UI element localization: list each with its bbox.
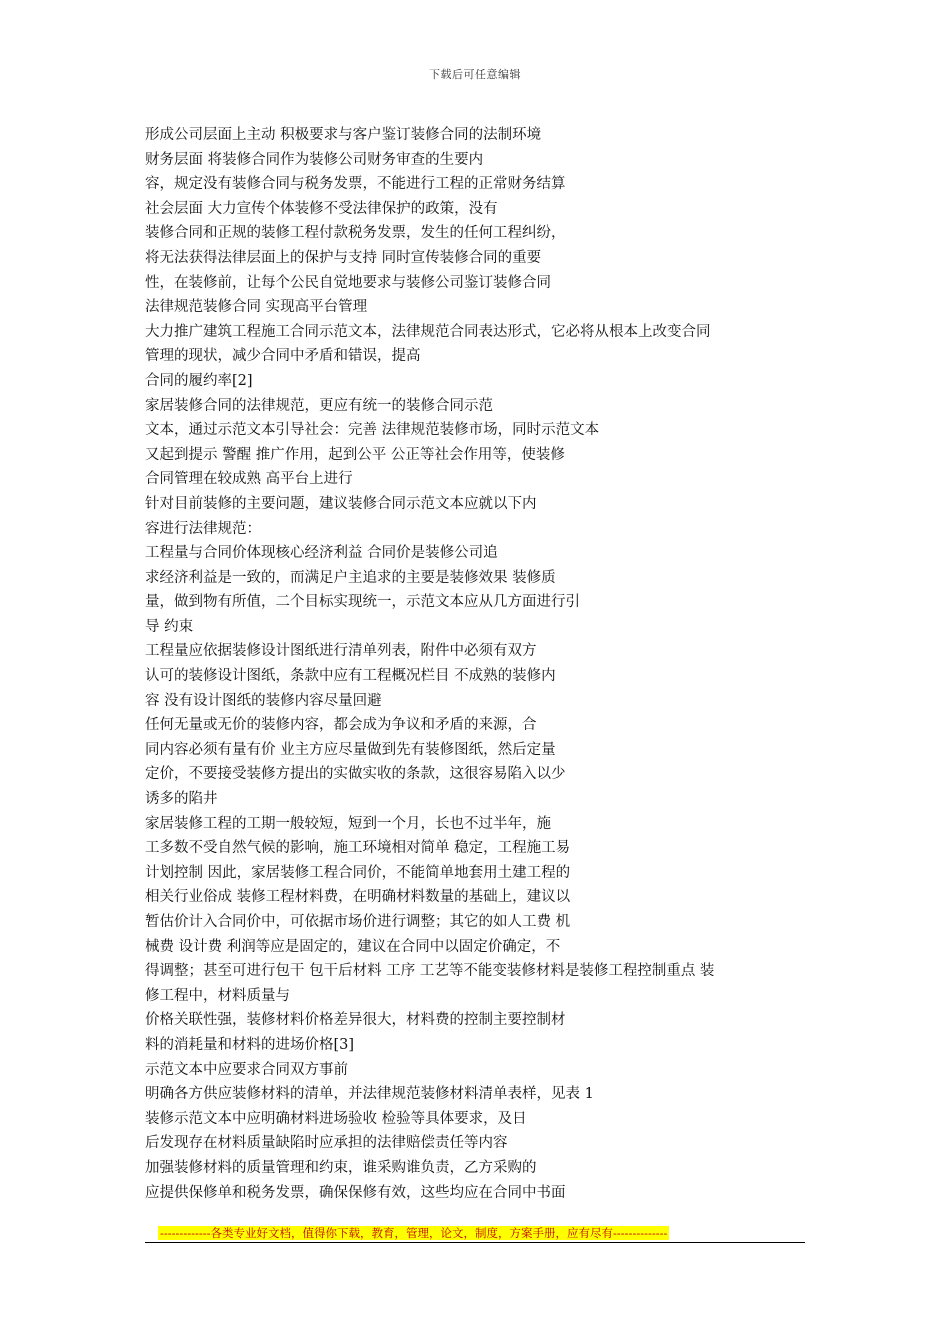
text-line: 工多数不受自然气候的影响，施工环境相对简单 稳定，工程施工易	[145, 840, 571, 857]
text-line: 修工程中，材料质量与	[145, 987, 290, 1004]
document-body	[145, 123, 810, 1205]
text-line: 大力推广建筑工程施工合同示范文本，法律规范合同表达形式，它必将从根本上改变合同	[145, 323, 711, 340]
text-line: 料的消耗量和材料的进场价格[3]	[145, 1036, 355, 1053]
text-line: 合同的履约率[2]	[145, 372, 253, 389]
text-line: 计划控制 因此，家居装修工程合同价，不能简单地套用土建工程的	[145, 864, 571, 881]
text-line: 加强装修材料的质量管理和约束，谁采购谁负责，乙方采购的	[145, 1159, 537, 1176]
text-line: 财务层面 将装修合同作为装修公司财务审查的生要内	[145, 151, 484, 168]
footer-banner: -------------各类专业好文档，值得你下载，教育，管理，论文，制度，方案手册，应有尽有--------------	[160, 1226, 668, 1240]
text-line: 求经济利益是一致的，而满足户主追求的主要是装修效果 装修质	[145, 569, 556, 586]
text-line: 形成公司层面上主动 积极要求与客户鉴订装修合同的法制环境	[145, 127, 542, 143]
text-line: 家居装修合同的法律规范，更应有统一的装修合同示范	[145, 397, 493, 414]
page-footer	[145, 1226, 805, 1243]
text-line: 性，在装修前，让每个公民自觉地要求与装修公司鉴订装修合同	[145, 274, 551, 291]
text-line: 相关行业俗成 装修工程材料费，在明确材料数量的基础上，建议以	[145, 889, 571, 906]
text-line: 装修示范文本中应明确材料进场验收 检验等具体要求，及日	[145, 1110, 527, 1127]
text-line: 示范文本中应要求合同双方事前	[145, 1061, 348, 1078]
text-line: 暂估价计入合同价中，可依据市场价进行调整；其它的如人工费 机	[145, 914, 571, 930]
text-line: 价格关联性强，装修材料价格差异很大，材料费的控制主要控制材	[145, 1012, 566, 1029]
text-line: 又起到提示 警醒 推广作用，起到公平 公正等社会作用等，使装修	[145, 446, 565, 463]
text-line: 后发现存在材料质量缺陷时应承担的法律赔偿责任等内容	[145, 1135, 508, 1152]
text-line: 文本，通过示范文本引导社会：完善 法律规范装修市场，同时示范文本	[145, 422, 600, 439]
text-line: 认可的装修设计图纸，条款中应有工程概况栏目 不成熟的装修内	[145, 668, 556, 685]
text-line: 管理的现状，减少合同中矛盾和错误，提高	[145, 348, 421, 365]
text-line: 定价，不要接受装修方提出的实做实收的条款，这很容易陷入以少	[145, 766, 566, 783]
text-line: 导 约束	[145, 618, 194, 635]
page-header: 下载后可任意编辑	[429, 68, 521, 81]
text-line: 家居装修工程的工期一般较短，短到一个月，长也不过半年，施	[145, 815, 551, 832]
text-line: 针对目前装修的主要问题，建议装修合同示范文本应就以下内	[145, 495, 537, 512]
text-line: 量，做到物有所值，二个目标实现统一，示范文本应从几方面进行引	[145, 594, 580, 611]
text-line: 同内容必须有量有价 业主方应尽量做到先有装修图纸，然后定量	[145, 741, 556, 758]
text-line: 明确各方供应装修材料的清单，并法律规范装修材料清单表样，见表 1	[145, 1086, 594, 1103]
text-line: 得调整；甚至可进行包干 包干后材料 工序 工艺等不能变装修材料是装修工程控制重点 装	[145, 963, 715, 980]
text-line: 社会层面 大力宣传个体装修不受法律保护的政策，没有	[145, 200, 498, 217]
text-line: 容 没有设计图纸的装修内容尽量回避	[145, 692, 382, 709]
text-line: 法律规范装修合同 实现高平台管理	[145, 299, 368, 316]
text-line: 诱多的陷井	[145, 791, 218, 808]
text-line: 工程量与合同价体现核心经济利益 合同价是装修公司追	[145, 545, 498, 562]
text-line: 装修合同和正规的装修工程付款税务发票，发生的任何工程纠纷，	[145, 225, 566, 242]
text-line: 任何无量或无价的装修内容，都会成为争议和矛盾的来源，合	[145, 717, 537, 734]
text-line: 工程量应依据装修设计图纸进行清单列表，附件中必须有双方	[145, 643, 537, 660]
text-line: 械费 设计费 利润等应是固定的，建议在合同中以固定价确定，不	[145, 938, 561, 955]
text-line: 合同管理在较成熟 高平台上进行	[145, 471, 353, 488]
text-line: 应提供保修单和税务发票，确保保修有效，这些均应在合同中书面	[145, 1184, 566, 1201]
text-line: 容，规定没有装修合同与税务发票，不能进行工程的正常财务结算	[145, 176, 566, 193]
text-line: 容进行法律规范：	[145, 520, 261, 537]
text-line: 将无法获得法律层面上的保护与支持 同时宣传装修合同的重要	[145, 249, 542, 266]
